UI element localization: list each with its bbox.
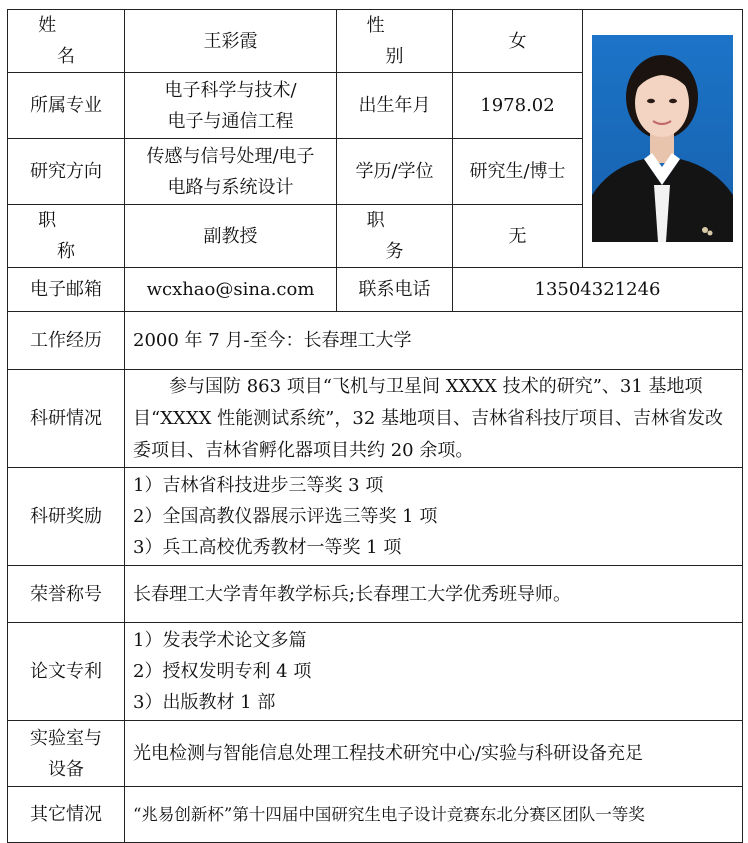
- gender-label: 性 别: [366, 15, 442, 67]
- birth-label: 出生年月: [337, 73, 453, 139]
- award-item: 1）吉林省科技进步三等奖 3 项: [133, 475, 384, 496]
- other-label: 其它情况: [8, 787, 125, 843]
- degree-label: 学历/学位: [337, 139, 453, 205]
- lab-value: 光电检测与智能信息处理工程技术研究中心/实验与科研设备充足: [125, 721, 743, 787]
- position-label: 职 务: [366, 210, 442, 262]
- position-label-cell: [337, 205, 453, 268]
- email-label: 电子邮箱: [8, 268, 125, 312]
- lab-label-cell: [8, 721, 125, 787]
- papers-label: 论文专利: [8, 623, 125, 721]
- position-value: 无: [453, 205, 583, 268]
- phone-label: 联系电话: [337, 268, 453, 312]
- research-label: 科研情况: [8, 370, 125, 468]
- research-dir-cell: [125, 139, 337, 205]
- honors-label: 荣誉称号: [8, 566, 125, 623]
- papers-list: [125, 623, 743, 721]
- paper-item: 3）出版教材 1 部: [133, 692, 276, 713]
- phone-value: 13504321246: [453, 268, 743, 312]
- research-dir-line2: 电路与系统设计: [167, 176, 294, 198]
- name-label-cell: [8, 10, 125, 73]
- major-value-line2: 电子与通信工程: [167, 110, 294, 132]
- major-label: 所属专业: [8, 73, 125, 139]
- award-item: 2）全国高教仪器展示评选三等奖 1 项: [133, 506, 438, 527]
- name-value: 王彩霞: [125, 10, 337, 73]
- title-label: 职 称: [38, 210, 113, 262]
- email-value: wcxhao@sina.com: [125, 268, 337, 312]
- paper-item: 1）发表学术论文多篇: [133, 630, 307, 651]
- profile-table: [7, 9, 743, 843]
- photo-cell: [583, 10, 743, 268]
- birth-value: 1978.02: [453, 73, 583, 139]
- award-item: 3）兵工高校优秀教材一等奖 1 项: [133, 537, 402, 558]
- work-label: 工作经历: [8, 312, 125, 370]
- major-value-line1: 电子科学与技术/: [164, 79, 297, 101]
- degree-value: 研究生/博士: [453, 139, 583, 205]
- gender-value: 女: [453, 10, 583, 73]
- paper-item: 2）授权发明专利 4 项: [133, 661, 312, 682]
- lab-label-line1: 实验室与: [30, 727, 102, 749]
- major-value-cell: [125, 73, 337, 139]
- research-dir-label: 研究方向: [8, 139, 125, 205]
- title-value: 副教授: [125, 205, 337, 268]
- portrait-photo: [592, 35, 733, 242]
- lab-label-line2: 设备: [48, 758, 84, 780]
- name-label: 姓 名: [38, 15, 113, 67]
- honors-value: 长春理工大学青年教学标兵;长春理工大学优秀班导师。: [125, 566, 743, 623]
- awards-label: 科研奖励: [8, 468, 125, 566]
- work-value: 2000 年 7 月-至今：长春理工大学: [125, 312, 743, 370]
- title-label-cell: [8, 205, 125, 268]
- awards-list: [125, 468, 743, 566]
- other-value: “兆易创新杯”第十四届中国研究生电子设计竞赛东北分赛区团队一等奖: [125, 787, 743, 843]
- research-value-cell: [125, 370, 743, 468]
- gender-label-cell: [337, 10, 453, 73]
- research-value: 参与国防 863 项目“飞机与卫星间 XXXX 技术的研究”、31 基地项目“XXXX 性能测试系统”，32 基地项目、吉林省科技厅项目、吉林省发改委项目、吉林省孵化器项目共约 20 余项。: [133, 375, 724, 461]
- research-dir-line1: 传感与信号处理/电子: [146, 145, 315, 167]
